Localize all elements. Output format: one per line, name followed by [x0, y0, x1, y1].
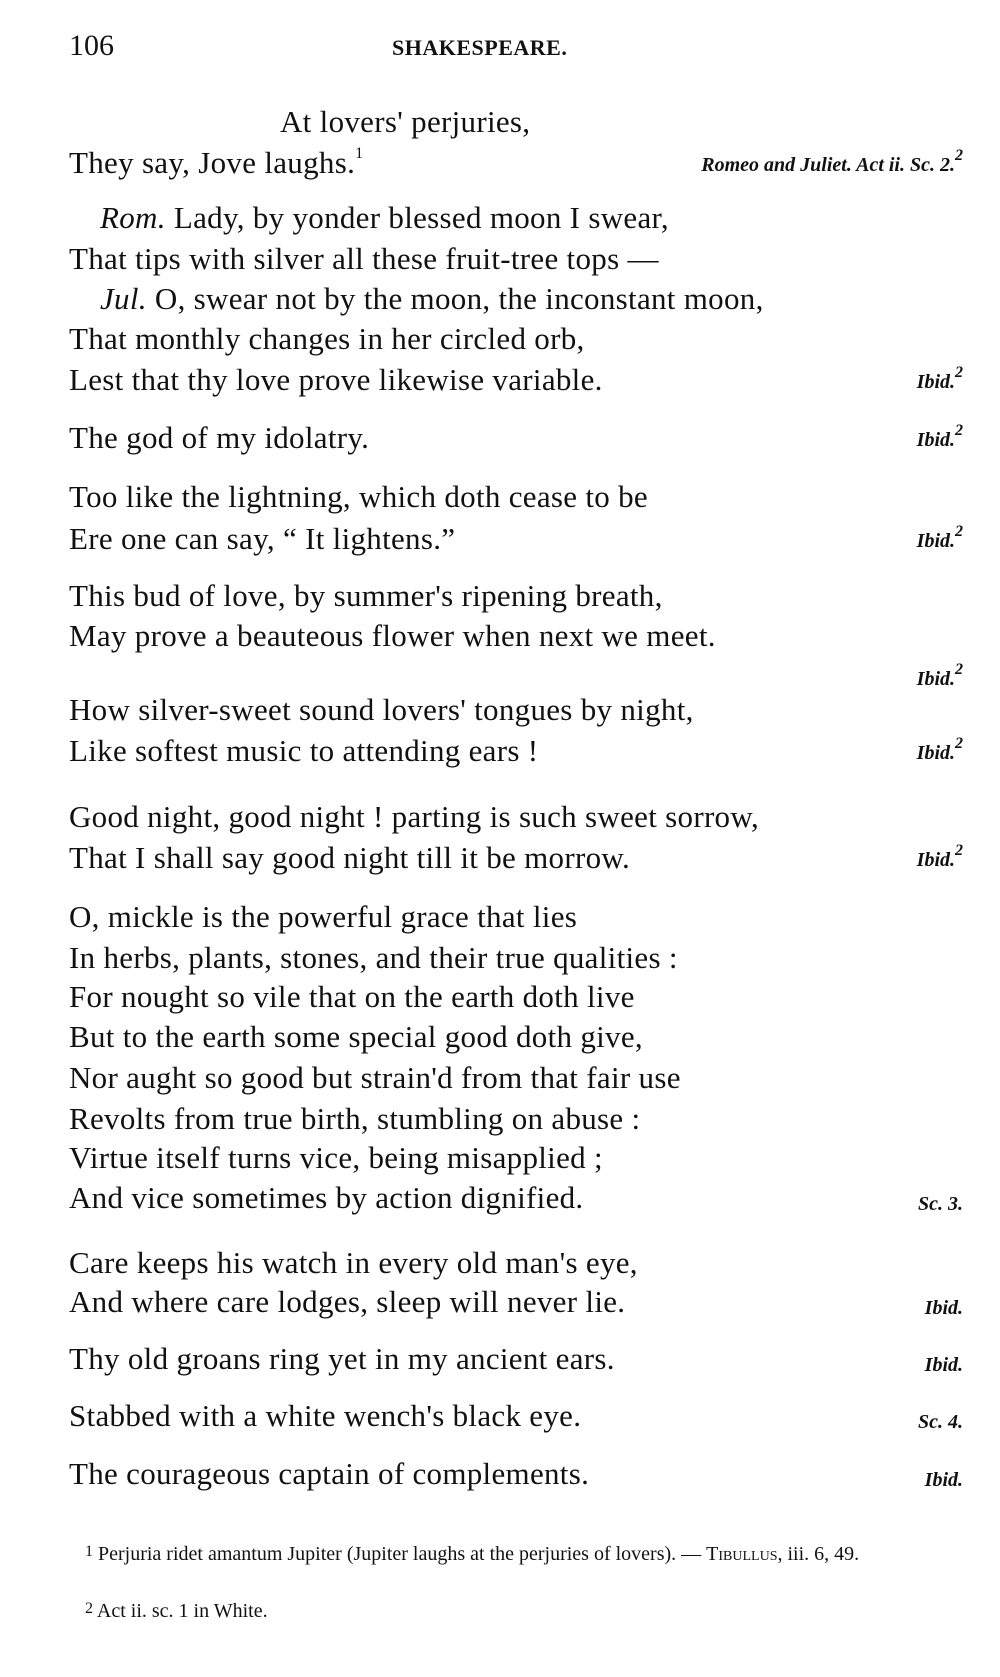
footnote-ref: 2: [955, 661, 963, 678]
verse-line: Good night, good night ! parting is such sweet sorrow,: [69, 799, 760, 834]
citation: [917, 659, 963, 699]
verse-text: O, swear not by the moon, the inconstant moon,: [154, 281, 764, 316]
citation: Sc. 3.: [918, 1193, 963, 1215]
citation: [917, 420, 963, 460]
footnote-ref-text: , iii. 6, 49.: [777, 1543, 860, 1565]
verse-line: The god of my idolatry.: [69, 420, 370, 455]
citation-text: Ibid.: [916, 371, 955, 393]
citation: [917, 521, 963, 561]
citation-text: Ibid.: [916, 668, 955, 690]
footnote-author: Tibullus: [706, 1543, 778, 1565]
citation-text: Ibid.: [916, 742, 955, 764]
footnote: [69, 1541, 963, 1567]
verse-line: May prove a beauteous flower when next we meet.: [69, 618, 716, 653]
verse-line: Too like the lightning, which doth cease to be: [69, 479, 648, 514]
footnote-ref: 2: [955, 147, 963, 164]
verse-line: The courageous captain of complements.: [69, 1456, 590, 1491]
speaker: Rom.: [100, 200, 166, 235]
verse-line: This bud of love, by summer's ripening breath,: [69, 578, 663, 613]
citation-text: Ibid.: [916, 429, 955, 451]
page-number: 106: [69, 29, 114, 62]
running-title: SHAKESPEARE.: [392, 35, 568, 60]
verse-text: Lady, by yonder blessed moon I swear,: [173, 200, 669, 235]
citation: [917, 733, 963, 773]
verse-line: That monthly changes in her circled orb,: [69, 321, 585, 356]
citation-text: Ibid.: [916, 849, 955, 871]
verse-line: Virtue itself turns vice, being misapplied ;: [69, 1140, 603, 1175]
speaker: Jul.: [100, 281, 147, 316]
footnote-ref: 2: [955, 523, 963, 540]
verse-line: How silver-sweet sound lovers' tongues by night,: [69, 692, 694, 727]
citation: [701, 145, 963, 185]
footnote-ref: 2: [955, 842, 963, 859]
citation: Sc. 4.: [918, 1411, 963, 1433]
verse-line: Care keeps his watch in every old man's eye,: [69, 1245, 638, 1280]
verse-line: O, mickle is the powerful grace that lies: [69, 899, 578, 934]
verse-line: That I shall say good night till it be morrow.: [69, 840, 631, 875]
verse-line: Nor aught so good but strain'd from that fair use: [69, 1060, 681, 1095]
verse-text: They say, Jove laughs.: [69, 145, 356, 180]
verse-line: And vice sometimes by action dignified.: [69, 1180, 584, 1215]
footnote-ref: 1: [355, 145, 364, 162]
footnote-mark: 1: [85, 1543, 93, 1560]
citation: Ibid.: [924, 1354, 963, 1376]
citation: [917, 362, 963, 402]
citation: Ibid.: [924, 1469, 963, 1491]
citation: [917, 840, 963, 880]
verse-line: That tips with silver all these fruit-tree tops —: [69, 241, 659, 276]
footnote-text: Act ii. sc. 1 in White.: [96, 1600, 268, 1622]
verse-line: Ere one can say, “ It lightens.”: [69, 521, 456, 556]
verse-line: [100, 279, 764, 319]
citation-text: Ibid.: [916, 530, 955, 552]
verse-line: [69, 143, 363, 183]
verse-line: At lovers' perjuries,: [280, 104, 531, 139]
verse-line: Thy old groans ring yet in my ancient ears.: [69, 1341, 615, 1376]
verse-line: But to the earth some special good doth give,: [69, 1019, 643, 1054]
citation-text: Romeo and Juliet. Act ii. Sc. 2.: [701, 154, 955, 176]
verse-line: Like softest music to attending ears !: [69, 733, 539, 768]
verse-line: For nought so vile that on the earth doth live: [69, 979, 635, 1014]
footnote-mark: 2: [85, 1600, 93, 1617]
footnote-ref: 2: [955, 364, 963, 381]
footnote: [69, 1598, 963, 1624]
verse-line: Revolts from true birth, stumbling on abuse :: [69, 1101, 641, 1136]
verse-line: [100, 198, 669, 238]
footnote-ref: 2: [955, 735, 963, 752]
citation: Ibid.: [924, 1297, 963, 1319]
footnote-text: Perjuria ridet amantum Jupiter (Jupiter laughs at the perjuries of lovers). —: [98, 1543, 707, 1565]
verse-line: Lest that thy love prove likewise variable.: [69, 362, 603, 397]
verse-line: And where care lodges, sleep will never lie.: [69, 1284, 626, 1319]
verse-line: Stabbed with a white wench's black eye.: [69, 1398, 582, 1433]
footnote-ref: 2: [955, 422, 963, 439]
verse-line: In herbs, plants, stones, and their true qualities :: [69, 940, 678, 975]
